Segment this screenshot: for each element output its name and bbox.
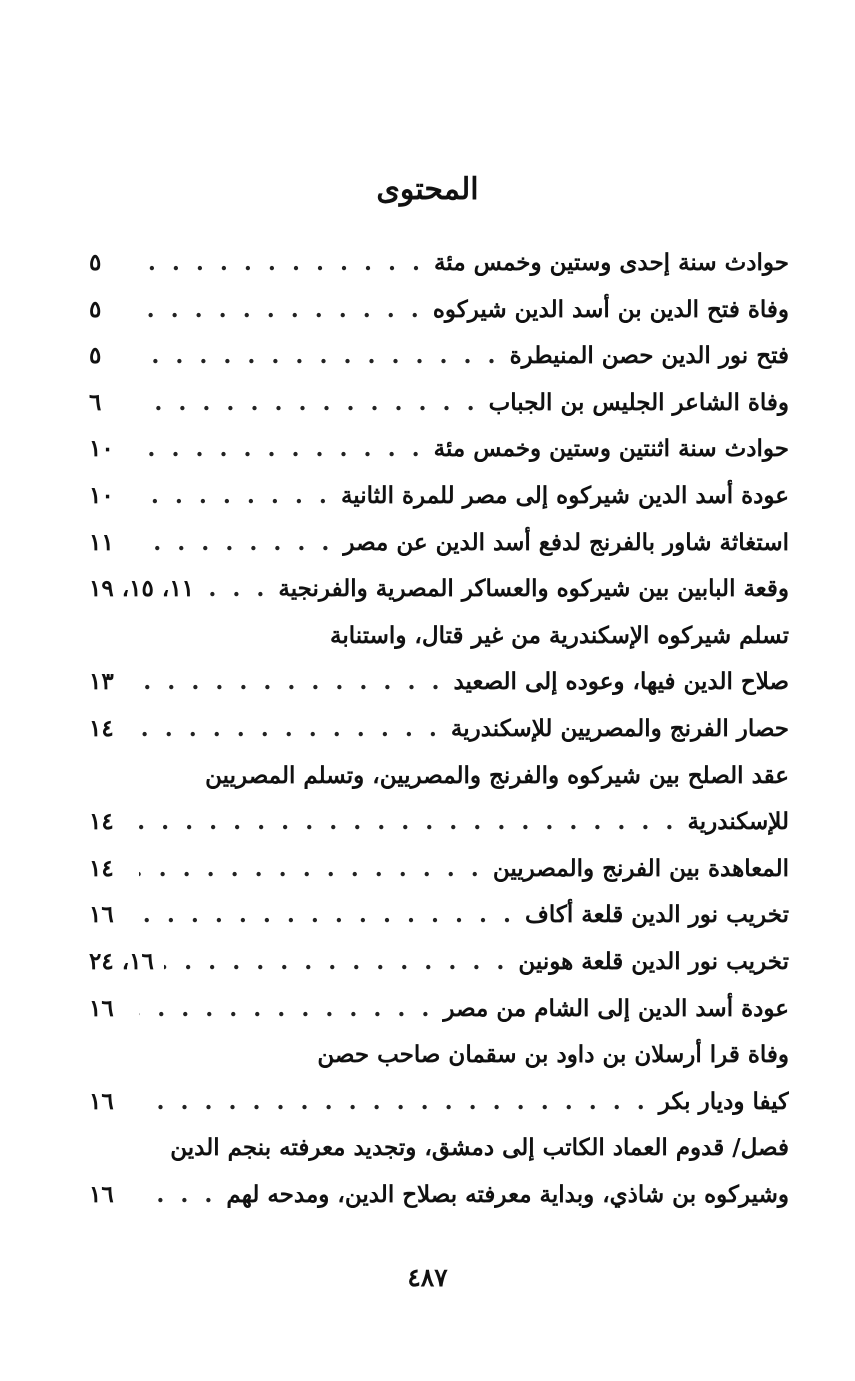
toc-entry-page: ٥: [89, 342, 102, 370]
toc-entry-page: ١٤: [89, 854, 114, 882]
dot-leader: [164, 939, 509, 986]
toc-entry-label: وشيركوه بن شاذي، وبداية معرفته بصلاح الدين، ومدحه لهم: [226, 1180, 789, 1208]
toc-entry-page: ١٦: [89, 994, 114, 1022]
toc-entry: [89, 799, 789, 846]
toc-entry: [89, 473, 789, 520]
toc-entry-page: ١٦: [89, 1087, 114, 1115]
toc-entry: [89, 333, 789, 380]
dot-leader: [139, 892, 515, 939]
toc-entry-label: تسلم شيركوه الإسكندرية من غير قتال، واستنابة: [330, 621, 789, 649]
toc-entry: [89, 520, 789, 567]
toc-entry: [89, 613, 789, 660]
toc-entry: [89, 380, 789, 427]
toc-entry-label: كيفا وديار بكر: [658, 1087, 789, 1115]
dot-leader: [139, 986, 433, 1033]
toc-entry: [89, 240, 789, 287]
toc-entry-label: استغاثة شاور بالفرنج لدفع أسد الدين عن مصر: [343, 528, 789, 556]
toc-entry: [89, 939, 789, 986]
toc-entry-label: عودة أسد الدين إلى الشام من مصر: [443, 994, 789, 1022]
toc-entry-page: ١٠: [89, 481, 114, 509]
dot-leader: [139, 659, 443, 706]
dot-leader: [139, 1172, 216, 1219]
toc-entry-label: تخريب نور الدين قلعة أكاف: [525, 901, 789, 929]
toc-entry: [89, 287, 789, 334]
toc-entry-page: ١٣: [89, 668, 114, 696]
toc-entry-page: ١٦: [89, 1180, 114, 1208]
toc-entry-label: عودة أسد الدين شيركوه إلى مصر للمرة الثانية: [340, 481, 789, 509]
dot-leader: [139, 706, 441, 753]
page-number: ٤٨٧: [407, 1263, 448, 1292]
toc-entry-label: وفاة فتح الدين بن أسد الدين شيركوه: [432, 295, 789, 323]
dot-leader: [139, 799, 677, 846]
toc-entry-page: ٥: [89, 249, 102, 276]
dot-leader: [139, 1079, 649, 1126]
toc-entry-page: ١٦، ٢٤: [89, 947, 154, 975]
table-of-contents: [89, 240, 789, 1218]
toc-entry-label: للإسكندرية: [687, 808, 789, 836]
toc-entry-label: تخريب نور الدين قلعة هونين: [518, 947, 789, 975]
toc-entry: [89, 986, 789, 1033]
toc-entry-page: ٦: [89, 388, 102, 416]
dot-leader: [139, 473, 331, 520]
toc-entry: [89, 566, 789, 613]
toc-entry: [89, 659, 789, 706]
toc-entry-page: ١١، ١٥، ١٩: [89, 575, 195, 603]
toc-entry-page: ١٤: [89, 714, 114, 742]
toc-entry-page: ١٦: [89, 901, 114, 929]
toc-entry: [89, 426, 789, 473]
toc-entry-label: عقد الصلح بين شيركوه والفرنج والمصريين، وتسلم المصريين: [205, 761, 789, 789]
dot-leader: [139, 240, 424, 287]
toc-entry-page: ١٤: [89, 808, 114, 836]
toc-entry-page: ١٠: [89, 435, 114, 463]
dot-leader: [139, 380, 479, 427]
toc-entry-label: فصل/ قدوم العماد الكاتب إلى دمشق، وتجديد معرفته بنجم الدين: [170, 1134, 789, 1162]
toc-entry-page: ١١: [89, 528, 114, 556]
toc-entry: [89, 1172, 789, 1219]
dot-leader: [139, 287, 423, 334]
dot-leader: [204, 566, 268, 613]
toc-entry: [89, 706, 789, 753]
toc-entry: [89, 846, 789, 893]
toc-entry-label: وفاة الشاعر الجليس بن الجباب: [488, 388, 789, 416]
toc-entry-page: ٥: [89, 295, 102, 323]
toc-entry: [89, 1125, 789, 1172]
toc-entry-label: حوادث سنة اثنتين وستين وخمس مئة: [433, 435, 789, 463]
toc-entry-label: حوادث سنة إحدى وستين وخمس مئة: [434, 249, 789, 276]
toc-entry-label: حصار الفرنج والمصريين للإسكندرية: [450, 714, 789, 742]
toc-entry: [89, 1079, 789, 1126]
toc-entry-label: المعاهدة بين الفرنج والمصريين: [492, 854, 789, 882]
toc-entry-label: وقعة البابين بين شيركوه والعساكر المصرية والفرنجية: [278, 575, 789, 603]
dot-leader: [139, 520, 333, 567]
toc-entry-label: وفاة قرا أرسلان بن داود بن سقمان صاحب حصن: [317, 1041, 789, 1069]
dot-leader: [139, 426, 424, 473]
toc-entry: [89, 1032, 789, 1079]
toc-entry-label: صلاح الدين فيها، وعوده إلى الصعيد: [453, 668, 789, 696]
toc-entry-label: فتح نور الدين حصن المنيطرة: [509, 342, 789, 370]
dot-leader: [139, 846, 483, 893]
toc-entry: [89, 753, 789, 800]
page-title: المحتوى: [376, 172, 479, 207]
dot-leader: [139, 333, 500, 380]
toc-entry: [89, 892, 789, 939]
